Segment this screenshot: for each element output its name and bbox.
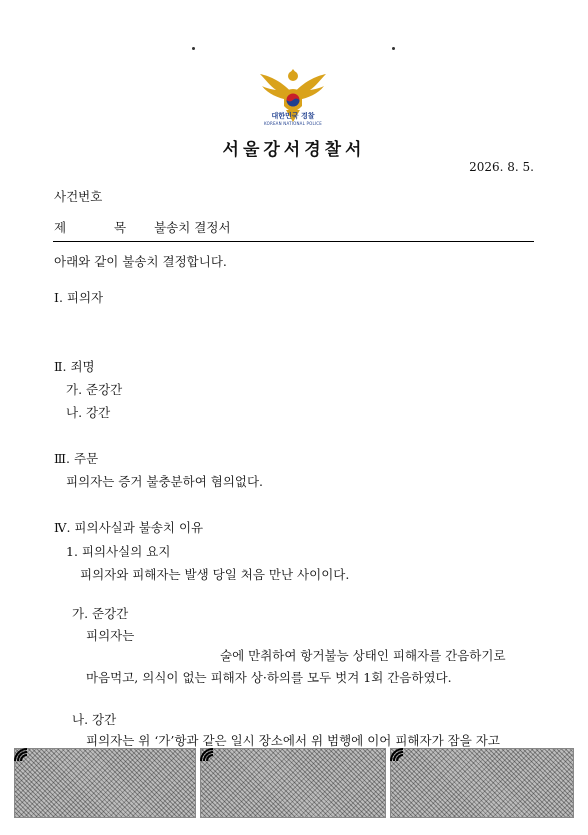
agency-name-en: KOREAN NATIONAL POLICE <box>264 121 322 126</box>
corner-mark-icon <box>14 748 28 762</box>
corner-mark-icon <box>200 748 214 762</box>
station-title: 서울강서경찰서 <box>222 140 366 160</box>
subject-row <box>54 218 231 236</box>
section-4-item-a-line3: 마음먹고, 의식이 없는 피해자 상·하의를 모두 벗겨 1회 간음하였다. <box>86 670 452 685</box>
redacted-block-center <box>200 748 386 818</box>
agency-name-ko: 대한민국 경찰 <box>271 112 315 120</box>
redacted-block-right <box>390 748 574 818</box>
section-2-item-b: 나. 강간 <box>66 405 111 420</box>
section-1-heading: Ⅰ. 피의자 <box>54 290 104 305</box>
subject-label: 제 목 <box>54 220 149 235</box>
section-4-heading: Ⅳ. 피의사실과 불송치 이유 <box>54 520 204 535</box>
subject-divider <box>53 241 534 242</box>
section-4-item-a-line1: 피의자는 <box>86 628 135 643</box>
section-4-sub1-heading: 1. 피의사실의 요지 <box>66 544 171 559</box>
subject-value: 불송치 결정서 <box>154 220 231 235</box>
case-number-label: 사건번호 <box>54 189 103 204</box>
section-4-sub1-body: 피의자와 피해자는 발생 당일 처음 만난 사이이다. <box>80 567 350 582</box>
section-2-item-a: 가. 준강간 <box>66 382 123 397</box>
intro-text: 아래와 같이 불송치 결정합니다. <box>54 254 227 269</box>
section-4-item-a-heading: 가. 준강간 <box>72 606 129 621</box>
top-dot-right <box>392 47 395 50</box>
corner-mark-icon <box>390 748 404 762</box>
section-4-item-a-line2: 술에 만취하여 항거불능 상태인 피해자를 간음하기로 <box>220 648 506 663</box>
section-4-item-b-line1: 피의자는 위 ‘가’항과 같은 일시 장소에서 위 범행에 이어 피해자가 잠을 자고 <box>86 733 500 748</box>
redacted-block-left <box>14 748 196 818</box>
section-3-body: 피의자는 증거 불충분하여 혐의없다. <box>66 474 264 489</box>
section-4-item-b-heading: 나. 강간 <box>72 712 117 727</box>
document-date: 2026. 8. 5. <box>469 160 534 174</box>
section-2-heading: Ⅱ. 죄명 <box>54 359 95 374</box>
section-3-heading: Ⅲ. 주문 <box>54 451 99 466</box>
top-dot-left <box>192 47 195 50</box>
